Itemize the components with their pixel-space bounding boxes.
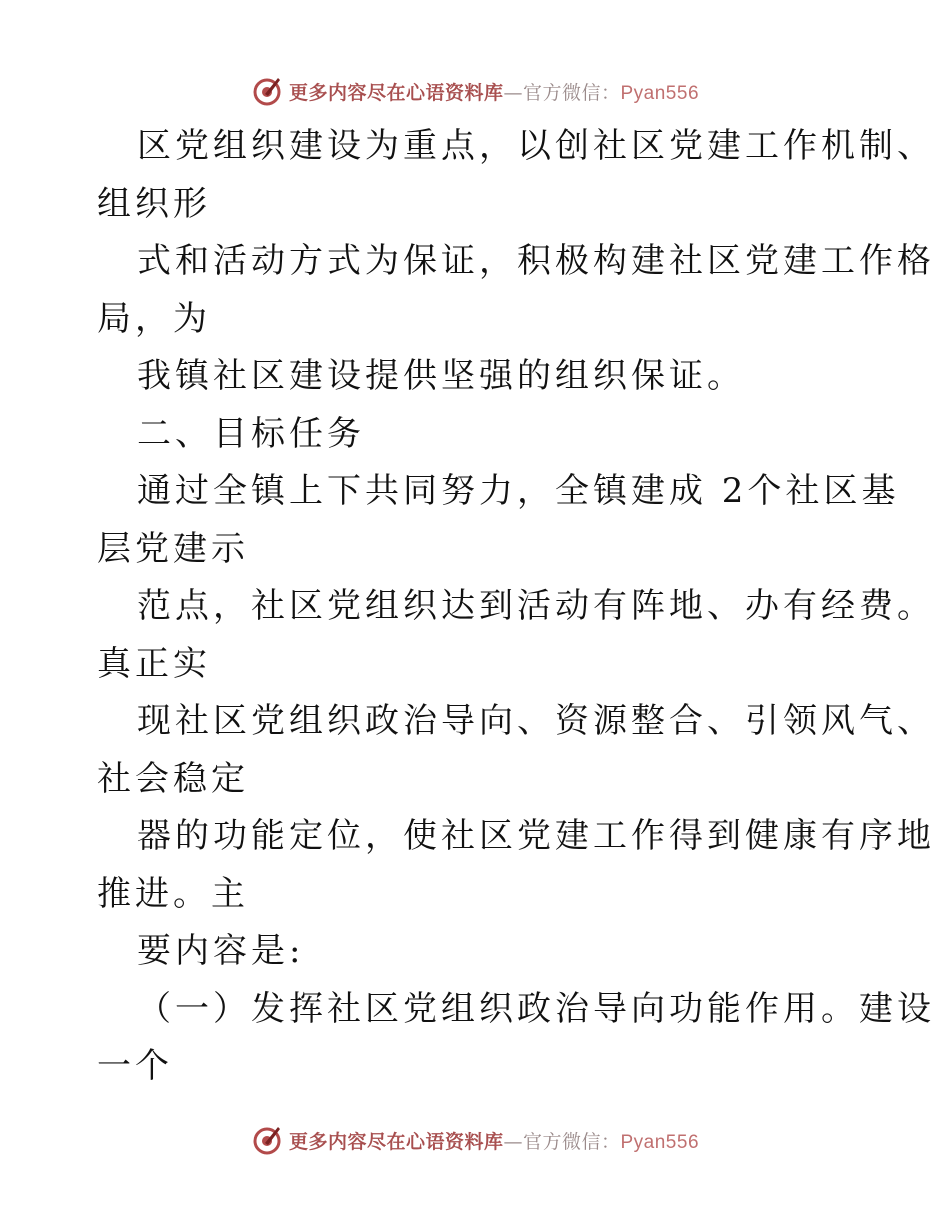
banner-wechat-label: 官方微信：: [522, 81, 621, 104]
quill-logo-icon: [251, 75, 283, 107]
paragraph-line: 一个: [97, 1046, 173, 1086]
banner-text: [289, 78, 699, 105]
footer-banner: [0, 1120, 950, 1160]
paragraph-line: 范点，社区党组织达到活动有阵地、办有经费。: [137, 586, 935, 626]
paragraph-line: 区党组织建设为重点，以创社区党建工作机制、: [137, 126, 935, 166]
banner-wechat-id: Pyan556: [620, 1131, 700, 1153]
paragraph-line: 要内容是:: [137, 931, 305, 971]
paragraph-line: 局，为: [97, 298, 211, 339]
paragraph-line: 我镇社区建设提供坚强的组织保证。: [137, 356, 745, 396]
paragraph-line: 二、目标任务: [137, 413, 365, 454]
paragraph-line: 现社区党组织政治导向、资源整合、引领风气、: [137, 701, 935, 741]
paragraph-line: （一）发挥社区党组织政治导向功能作用。建设: [137, 988, 935, 1029]
banner-text: [289, 1127, 699, 1154]
paragraph-line: 真正实: [97, 643, 211, 684]
banner-brand: 更多内容尽在心语资料库: [288, 81, 504, 104]
paragraph-line: 组织形: [97, 183, 211, 224]
paragraph-line: 式和活动方式为保证，积极构建社区党建工作格: [137, 241, 935, 281]
paragraph-line: 通过全镇上下共同努力，全镇建成 2个社区基: [137, 471, 900, 511]
banner-wechat-label: 官方微信：: [522, 1130, 621, 1153]
quill-logo-icon: [251, 1124, 283, 1156]
header-banner: [0, 71, 950, 111]
document-body: [97, 118, 935, 1096]
paragraph-line: 社会稳定: [97, 758, 249, 799]
paragraph-line: 推进。主: [97, 873, 249, 914]
banner-brand: 更多内容尽在心语资料库: [288, 1130, 504, 1153]
banner-wechat-id: Pyan556: [620, 82, 700, 104]
banner-dash: —: [503, 1130, 523, 1153]
paragraph-line: 器的功能定位，使社区党建工作得到健康有序地: [137, 816, 935, 856]
banner-dash: —: [503, 81, 523, 104]
paragraph-line: 层党建示: [97, 528, 249, 569]
